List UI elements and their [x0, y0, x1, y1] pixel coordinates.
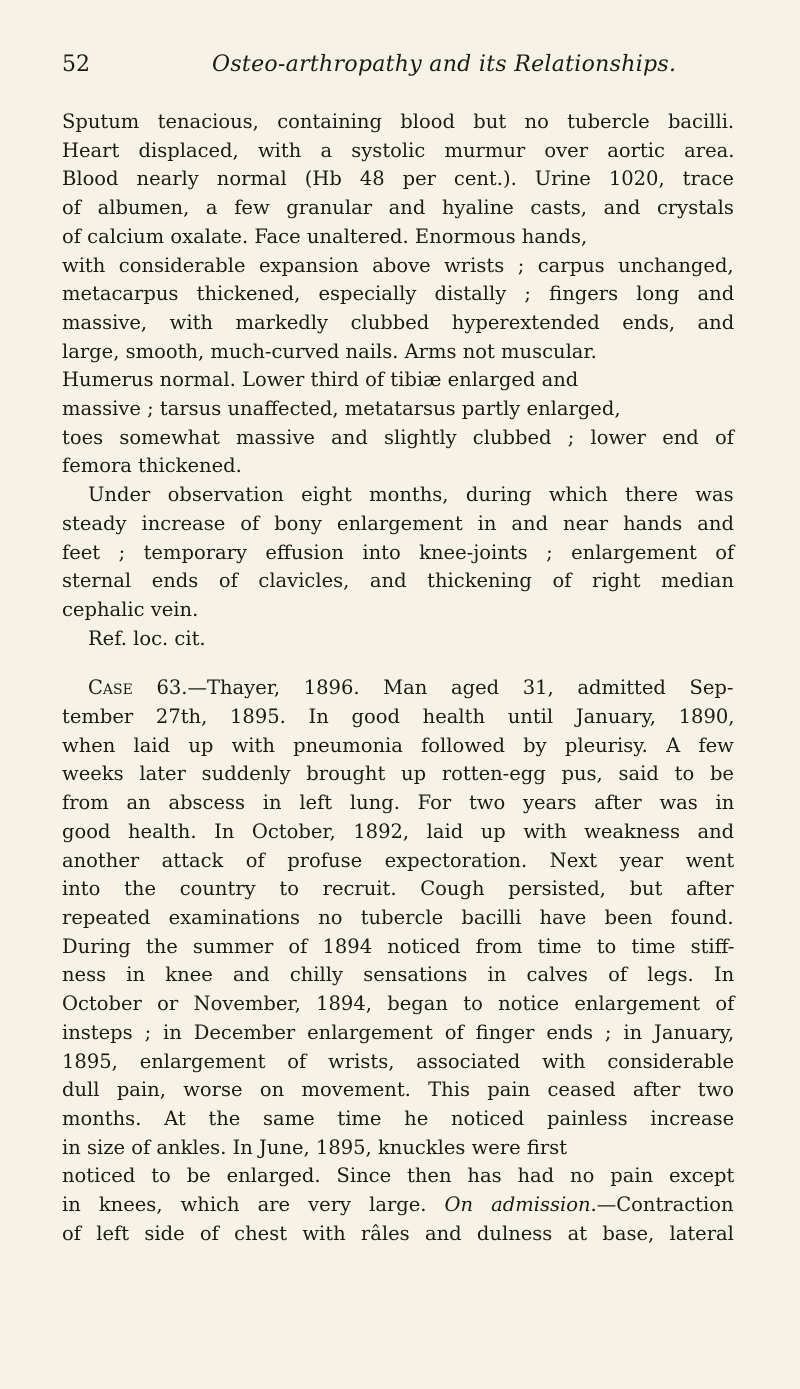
text-line: sternal ends of clavicles, and thickening of right median [62, 569, 734, 593]
text-line: femora thickened. [62, 454, 242, 478]
text-line: October or November, 1894, began to notice enlargement of [62, 992, 735, 1016]
text-line: insteps ; in December enlargement of finger ends ; in January, [62, 1020, 735, 1044]
text-line: of left side of chest with râles and dulness at base, lateral [62, 1221, 734, 1245]
case-label: Case [88, 676, 133, 700]
text-line: Under observation eight months, during which there was [88, 483, 734, 507]
text-line: from an abscess in left lung. For two years after was in [62, 791, 735, 815]
admission-line-start: in knees, which are very large. [62, 1193, 445, 1217]
admission-label: On admission [444, 1193, 591, 1217]
text-line: repeated examinations no tubercle bacilli have been found. [62, 905, 734, 929]
paragraph-1 [62, 108, 734, 481]
text-line: During the summer of 1894 noticed from time to time stiff- [62, 934, 735, 958]
text-line: Heart displaced, with a systolic murmur over aortic area. [62, 138, 735, 162]
text-line: massive, with markedly clubbed hyperextended ends, and [62, 310, 735, 334]
text-line: dull pain, worse on movement. This pain ceased after two [62, 1078, 735, 1102]
text-line: in size of ankles. In June, 1895, knuckles were first [62, 1135, 568, 1159]
text-line: large, smooth, much-curved nails. Arms not muscular. [62, 339, 597, 363]
text-line: feet ; temporary effusion into knee-joints ; enlargement of [62, 540, 735, 564]
case-heading-line [62, 674, 734, 703]
text-line: with considerable expansion above wrists ; carpus unchanged, [62, 253, 734, 277]
text-line: tember 27th, 1895. In good health until January, 1890, [62, 705, 735, 729]
text-line: weeks later suddenly brought up rotten-egg pus, said to be [62, 762, 734, 786]
text-line: ness in knee and chilly sensations in calves of legs. In [62, 963, 735, 987]
text-line: Humerus normal. Lower third of tibiæ enlarged and [62, 368, 579, 392]
admission-line [62, 1191, 734, 1220]
text-line: toes somewhat massive and slightly clubbed ; lower end of [62, 425, 734, 449]
page-header [62, 52, 734, 92]
text-line: cephalic vein. [62, 597, 199, 621]
case-heading-rest: 63.—Thayer, 1896. Man aged 31, admitted Sep- [132, 676, 734, 700]
text-line: good health. In October, 1892, laid up with weakness and [62, 819, 735, 843]
page-number: 52 [62, 52, 90, 77]
paragraph-gap [62, 653, 734, 674]
text-line: when laid up with pneumonia followed by pleurisy. A few [62, 733, 734, 757]
text-line: into the country to recruit. Cough persisted, but after [62, 877, 734, 901]
book-page [62, 52, 734, 1248]
paragraph-2 [62, 481, 734, 653]
text-line: massive ; tarsus unaffected, metatarsus partly enlarged, [62, 397, 621, 421]
text-line: steady increase of bony enlargement in and near hands and [62, 511, 734, 535]
text-line: months. At the same time he noticed painless increase [62, 1106, 735, 1130]
text-line: another attack of profuse expectoration. Next year went [62, 848, 735, 872]
admission-line-end: .—Contraction [590, 1193, 734, 1217]
text-line: metacarpus thickened, especially distally ; fingers long and [62, 282, 735, 306]
running-title: Osteo-arthropathy and its Relationships. [212, 52, 677, 77]
text-line: of albumen, a few granular and hyaline casts, and crystals [62, 196, 734, 220]
text-line: noticed to be enlarged. Since then has had no pain except [62, 1164, 735, 1188]
case-63-paragraph [62, 674, 734, 1248]
text-line: 1895, enlargement of wrists, associated with considerable [62, 1049, 735, 1073]
text-line: of calcium oxalate. Face unaltered. Enormous hands, [62, 224, 588, 248]
reference-line: Ref. loc. cit. [88, 626, 206, 650]
text-line: Blood nearly normal (Hb 48 per cent.). Urine 1020, trace [62, 167, 734, 191]
text-line: Sputum tenacious, containing blood but no tubercle bacilli. [62, 110, 735, 133]
